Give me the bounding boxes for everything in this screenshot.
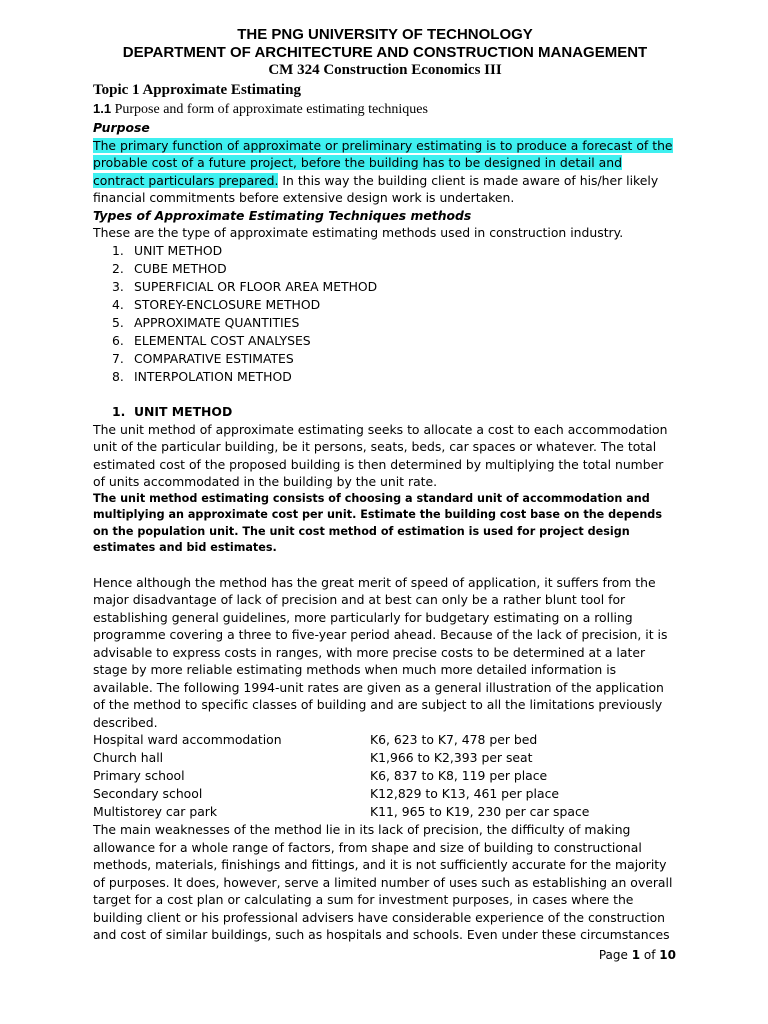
department-title: DEPARTMENT OF ARCHITECTURE AND CONSTRUCTION MANAGEMENT <box>122 44 648 61</box>
subtopic-heading <box>93 100 677 119</box>
unit-method-paragraph-2: The unit method estimating consists of choosing a standard unit of accommodation and multiplying an approximate cost per unit. Estimate the building cost base on the depends on the population unit. The unit cost method of estimation is used for project design estimates and bid estimates. <box>93 491 662 554</box>
list-item: 3. SUPERFICIAL OR FLOOR AREA METHOD <box>112 278 378 294</box>
subtopic-text: Purpose and form of approximate estimating techniques <box>111 102 428 117</box>
table-row: Multistorey car park K11, 965 to K19, 230 per car space <box>93 804 590 819</box>
types-intro: These are the type of approximate estimating methods used in construction industry. <box>93 225 624 240</box>
table-row: Primary school K6, 837 to K8, 119 per place <box>93 768 548 783</box>
table-row: Secondary school K12,829 to K13, 461 per place <box>93 786 560 801</box>
purpose-paragraph <box>93 137 677 207</box>
unit-method-paragraph-3: Hence although the method has the great merit of speed of application, it suffers from the major disadvantage of lack of precision and at best can only be a rather blunt tool for establishing general guidelines, more particularly for budgetary estimating on a rolling programme covering a three to five-year period ahead. Because of the lack of precision, it is advisable to express costs in ranges, with more precise costs to be determined at a later stage by more reliable estimating methods when much more detailed information is available. The following 1994-unit rates are given as a general illustration of the application of the method to specific classes of building and are subject to all the limitations previously described. <box>93 574 668 730</box>
spacer <box>93 557 677 574</box>
subtopic-number: 1.1 <box>93 101 112 116</box>
list-item: 6. ELEMENTAL COST ANALYSES <box>112 332 311 348</box>
unit-rates-table <box>93 731 677 821</box>
types-heading: Types of Approximate Estimating Techniques methods <box>93 207 472 223</box>
list-item: 1. UNIT METHOD <box>112 242 223 258</box>
list-item: 4. STOREY-ENCLOSURE METHOD <box>112 296 321 312</box>
list-item: 2. CUBE METHOD <box>112 260 227 276</box>
list-item: 8. INTERPOLATION METHOD <box>112 368 292 384</box>
course-title: CM 324 Construction Economics III <box>268 62 502 78</box>
table-row: Church hall K1,966 to K2,393 per seat <box>93 750 533 765</box>
purpose-heading: Purpose <box>93 120 150 135</box>
unit-method-paragraph-4: The main weaknesses of the method lie in its lack of precision, the difficulty of making allowance for a whole range of factors, from shape and size of building to constructional methods, materials, finishings and fittings, and it is not sufficiently accurate for the majority of purposes. It does, however, serve a limited number of uses such as establishing an overall target for a cost plan or calculating a sum for investment purposes, in cases where the building client or his professional advisers have considerable experience of the construction and cost of similar buildings, such as hospitals and schools. Even under these circumstances <box>93 822 673 942</box>
methods-list <box>93 242 677 386</box>
document-page <box>93 24 677 944</box>
list-item: 5. APPROXIMATE QUANTITIES <box>112 314 300 330</box>
list-item: 7. COMPARATIVE ESTIMATES <box>112 350 294 366</box>
spacer <box>93 386 677 403</box>
unit-method-paragraph-1: The unit method of approximate estimating seeks to allocate a cost to each accommodation unit of the particular building, be it persons, seats, beds, car spaces or whatever. The total estimated cost of the proposed building is then determined by multiplying the total number of units accommodated in the building by the unit rate. <box>93 421 668 489</box>
highlighted-text: The primary function of approximate or preliminary estimating is to produce a forecast of the probable cost of a future project, before the building has to be designed in detail and contract particulars prepared. <box>93 137 673 188</box>
page-footer: Page 1 of 10 <box>598 948 676 962</box>
university-title: THE PNG UNIVERSITY OF TECHNOLOGY <box>237 26 533 43</box>
purpose-rest: In this way the building client is made aware of his/her likely financial commitments before extensive design work is undertaken. <box>93 172 659 205</box>
unit-method-heading: 1. UNIT METHOD <box>112 403 233 419</box>
table-row: Hospital ward accommodation K6, 623 to K7, 478 per bed <box>93 732 538 747</box>
topic-heading: Topic 1 Approximate Estimating <box>93 82 301 98</box>
